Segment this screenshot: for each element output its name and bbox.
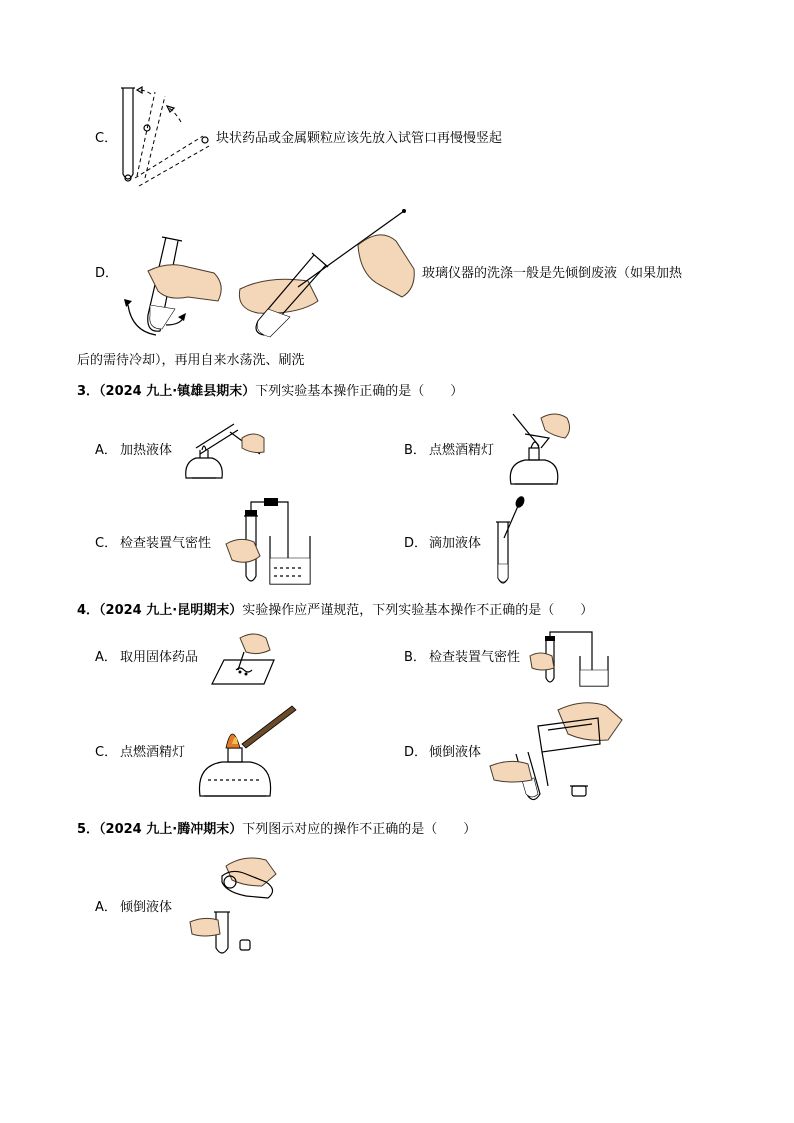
lighting-alcohol-lamp-figure	[505, 408, 575, 492]
pouring-liquid-figure	[488, 696, 628, 806]
tilting-test-tube-figure	[115, 82, 215, 192]
q3-option-d-label: D．	[404, 536, 428, 551]
lighting-alcohol-lamp-figure	[196, 700, 296, 804]
question-text: 下列实验基本操作正确的是（ ）	[255, 384, 464, 399]
q3-option-a-label: A．	[95, 443, 117, 458]
question-number: 4．	[77, 603, 100, 618]
q4-option-b-label: B．	[404, 650, 426, 665]
airtightness-check-figure	[224, 496, 314, 588]
question-4-stem	[77, 603, 593, 619]
q3-option-a-text: 加热液体	[120, 443, 173, 458]
question-source: （2024 九上·镇雄县期末）	[99, 384, 256, 399]
option-d-description-line2: 后的需待冷却），再用自来水荡洗、刷洗	[77, 353, 305, 368]
pouring-liquid-figure	[186, 852, 282, 960]
option-d-description-line1: 玻璃仪器的洗涤一般是先倾倒废液（如果加热	[422, 266, 683, 281]
question-text: 下列图示对应的操作不正确的是（ ）	[242, 822, 477, 837]
q4-option-b-text: 检查装置气密性	[429, 650, 521, 665]
q3-option-c-text: 检查装置气密性	[120, 536, 212, 551]
q5-option-a-label: A．	[95, 900, 117, 915]
question-3-stem	[77, 384, 463, 400]
q3-option-d-text: 滴加液体	[429, 536, 482, 551]
question-source: （2024 九上·腾冲期末）	[99, 822, 243, 837]
q4-option-a-text: 取用固体药品	[120, 650, 199, 665]
question-text: 实验操作应严谨规范，下列实验基本操作不正确的是（ ）	[242, 603, 594, 618]
q3-option-b-text: 点燃酒精灯	[429, 443, 495, 458]
q4-option-d-label: D．	[404, 745, 428, 760]
dropping-liquid-figure	[490, 494, 540, 589]
option-d-label: D．	[95, 266, 119, 281]
q4-option-c-text: 点燃酒精灯	[120, 745, 186, 760]
q3-option-b-label: B．	[404, 443, 426, 458]
question-number: 3．	[77, 384, 100, 399]
heating-liquid-figure	[178, 414, 268, 486]
taking-solid-drug-figure	[210, 630, 280, 686]
q5-option-a-text: 倾倒液体	[120, 900, 173, 915]
q3-option-c-label: C．	[95, 536, 118, 551]
q4-option-a-label: A．	[95, 650, 117, 665]
washing-test-tube-figure	[118, 205, 418, 345]
q4-option-d-text: 倾倒液体	[429, 745, 482, 760]
question-number: 5．	[77, 822, 100, 837]
option-c-description: 块状药品或金属颗粒应该先放入试管口再慢慢竖起	[216, 131, 503, 146]
question-5-stem	[77, 822, 476, 838]
airtightness-check-figure	[528, 628, 608, 688]
question-source: （2024 九上·昆明期末）	[99, 603, 243, 618]
option-c-label: C．	[95, 131, 118, 146]
q4-option-c-label: C．	[95, 745, 118, 760]
